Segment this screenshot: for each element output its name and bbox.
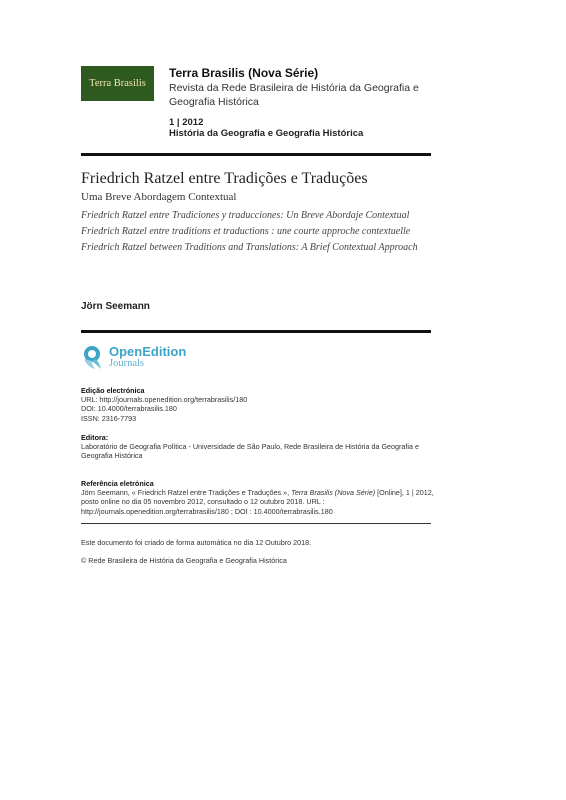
issue-info — [169, 117, 439, 139]
journal-title: Terra Brasilis (Nova Série) — [169, 66, 319, 80]
edition-block — [81, 386, 441, 423]
openedition-journals: Journals — [109, 358, 144, 369]
reference-after: [Online], 1 | 2012, posto online no dia 05 novembro 2012, consultado o 12 outubro 2018. URL : http://journals.openedition.org/terrabrasilis/180 ; DOI : 10.4000/terrabrasilis.180 — [81, 488, 434, 516]
top-divider — [81, 153, 431, 156]
reference-journal: Terra Brasilis (Nova Série) — [291, 488, 376, 498]
journal-header — [169, 66, 439, 109]
reference-text — [81, 488, 441, 516]
creation-note: Este documento foi criado de forma automática no dia 12 Outubro 2018. — [81, 538, 312, 547]
middle-divider — [81, 330, 431, 333]
edition-doi[interactable]: DOI: 10.4000/terrabrasilis.180 — [81, 404, 177, 414]
publisher-text: Laboratório de Geografia Política - Universidade de São Paulo, Rede Brasileira de História da Geografia e Geografia Histórica — [81, 442, 420, 461]
article-subtitle: Uma Breve Abordagem Contextual — [81, 191, 237, 203]
publisher-heading: Editora: — [81, 433, 109, 442]
alternate-titles — [81, 208, 431, 256]
journal-logo — [81, 66, 154, 101]
issue-number: 1 | 2012 — [169, 117, 204, 128]
article-author: Jörn Seemann — [81, 301, 150, 312]
openedition-icon — [81, 345, 105, 371]
journal-logo-text: Terra Brasilis — [89, 78, 146, 89]
openedition-name: OpenEdition — [109, 344, 187, 359]
article-title: Friedrich Ratzel entre Tradições e Traduções — [81, 170, 368, 187]
publisher-block — [81, 433, 441, 461]
alt-title-es: Friedrich Ratzel entre Tradiciones y traducciones: Un Breve Abordaje Contextual — [81, 210, 410, 221]
alt-title-en: Friedrich Ratzel between Traditions and Translations: A Brief Contextual Approach — [81, 242, 418, 253]
edition-issn: ISSN: 2316-7793 — [81, 413, 137, 423]
alt-title-fr: Friedrich Ratzel entre traditions et traductions : une courte approche contextuelle — [81, 226, 411, 237]
reference-before: Jörn Seemann, « Friedrich Ratzel entre Tradições e Traduções », — [81, 488, 292, 498]
copyright-note: © Rede Brasileira de História da Geografia e Geografia Histórica — [81, 556, 287, 565]
edition-url[interactable]: URL: http://journals.openedition.org/terrabrasilis/180 — [81, 395, 248, 405]
reference-block — [81, 479, 441, 516]
reference-heading: Referência eletrónica — [81, 479, 154, 488]
edition-heading: Edição electrónica — [81, 386, 145, 395]
bottom-divider — [81, 523, 431, 524]
journal-subtitle: Revista da Rede Brasileira de História da Geografia e Geografia Histórica — [169, 82, 419, 108]
issue-theme: História da Geografia e Geografia Histórica — [169, 128, 364, 139]
openedition-logo[interactable] — [81, 345, 186, 371]
